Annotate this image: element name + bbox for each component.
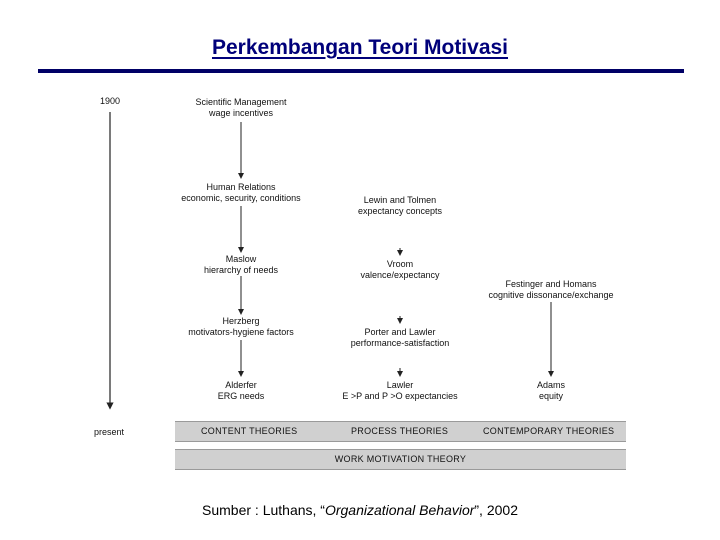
category-contemporary: CONTEMPORARY THEORIES — [483, 426, 615, 436]
node-desc: expectancy concepts — [357, 206, 443, 216]
timeline-end-label: present — [94, 427, 125, 437]
timeline-start-label: 1900 — [100, 96, 121, 106]
node-title: Lewin and Tolmen — [363, 195, 437, 205]
node-human-relations — [166, 182, 316, 204]
node-title: Herzberg — [222, 316, 260, 326]
node-title: Lawler — [386, 380, 414, 390]
node-desc: equity — [538, 391, 564, 401]
node-desc: motivators-hygiene factors — [188, 327, 294, 337]
node-alderfer — [191, 380, 291, 402]
node-desc: ERG needs — [217, 391, 265, 401]
source-citation — [0, 502, 720, 518]
node-lewin-tolmen — [340, 195, 460, 217]
node-lawler — [330, 380, 470, 402]
source-book: Organizational Behavior — [324, 502, 475, 518]
node-herzberg — [171, 316, 311, 338]
node-desc: economic, security, conditions — [181, 193, 301, 203]
node-desc: valence/expectancy — [360, 270, 440, 280]
node-title: Scientific Management — [195, 97, 287, 107]
node-festinger-homans — [476, 279, 626, 301]
node-desc: hierarchy of needs — [203, 265, 279, 275]
node-title: Maslow — [225, 254, 257, 264]
category-process: PROCESS THEORIES — [351, 426, 449, 436]
category-content: CONTENT THEORIES — [201, 426, 298, 436]
work-motivation-band — [175, 449, 626, 470]
node-maslow — [181, 254, 301, 276]
node-title: Human Relations — [206, 182, 276, 192]
node-scientific-management — [171, 97, 311, 119]
work-motivation-label: WORK MOTIVATION THEORY — [334, 454, 467, 464]
node-porter-lawler — [335, 327, 465, 349]
source-suffix: ”, 2002 — [474, 502, 518, 518]
page-title: Perkembangan Teori Motivasi — [211, 36, 509, 59]
source-prefix: Sumber : Luthans, “ — [202, 502, 325, 518]
node-vroom — [340, 259, 460, 281]
node-desc: wage incentives — [208, 108, 274, 118]
node-title: Festinger and Homans — [505, 279, 597, 289]
node-title: Vroom — [386, 259, 414, 269]
node-desc: cognitive dissonance/exchange — [488, 290, 614, 300]
node-title: Porter and Lawler — [364, 327, 436, 337]
node-desc: performance-satisfaction — [350, 338, 450, 348]
node-title: Adams — [536, 380, 565, 390]
node-adams — [511, 380, 591, 402]
node-desc: E >P and P >O expectancies — [342, 391, 458, 401]
node-title: Alderfer — [225, 380, 257, 390]
theory-category-band — [175, 421, 626, 442]
